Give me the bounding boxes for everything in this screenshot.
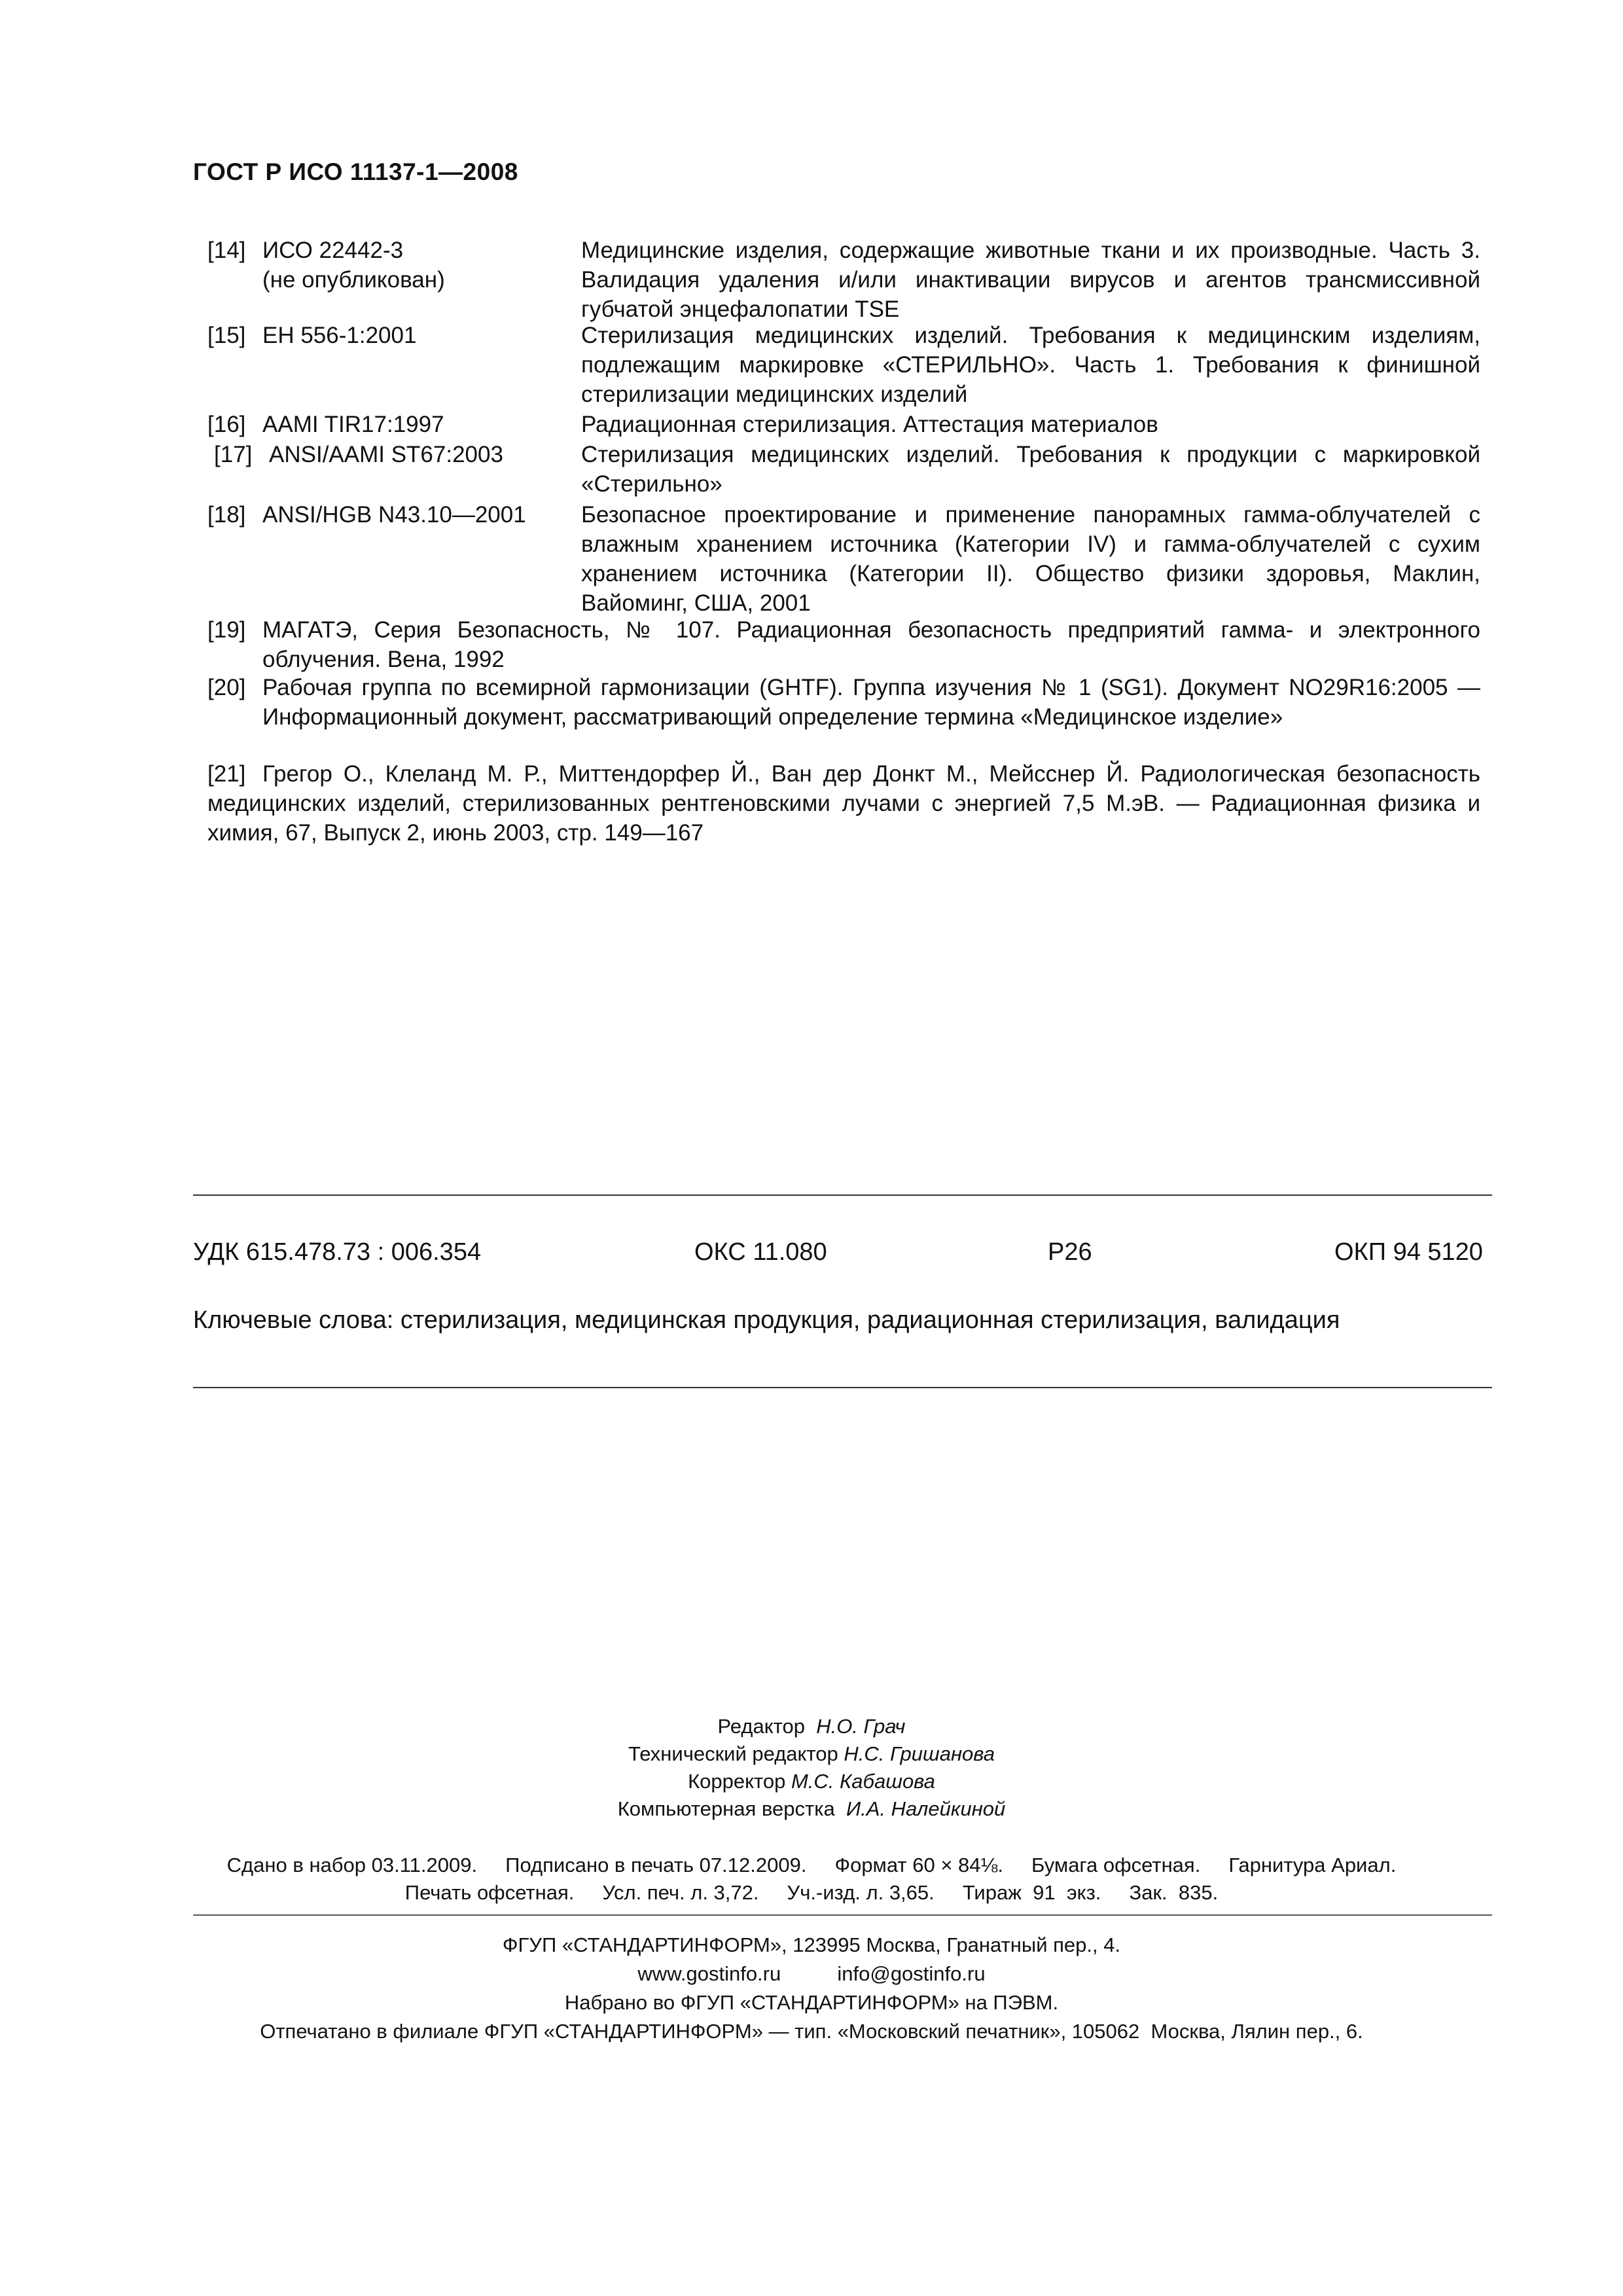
reference-standard-id: AAMI TIR17:1997 (262, 412, 444, 437)
reference-number: [18] (207, 502, 246, 528)
print-details-line: Печать офсетная. Усл. печ. л. 3,72. Уч.-изд. л. 3,65. Тираж 91 экз. Зак. 835. (404, 1881, 1219, 1904)
reference-description: Стерилизация медицинских изделий. Требования к медицинским изделиям, подлежащим маркировке «СТЕРИЛЬНО». Часть 1. Требования к финишной стерилизации медицинских изделий (581, 323, 1480, 407)
divider-line (193, 1194, 1492, 1196)
credit-name: И.А. Налейкиной (846, 1797, 1006, 1820)
reference-number: [19] (207, 617, 246, 643)
reference-number: [20] (207, 675, 246, 700)
reference-standard-id: ANSI/AAMI ST67:2003 (269, 442, 503, 467)
reference-description: Стерилизация медицинских изделий. Требования к продукции с маркировкой «Стерильно» (581, 442, 1480, 497)
udk-code: УДК 615.478.73 : 006.354 (193, 1238, 482, 1266)
printing-line: Отпечатано в филиале ФГУП «СТАНДАРТИНФОРМ» — тип. «Московский печатник», 105062 Москва, Лялин пер., 6. (260, 2020, 1363, 2043)
credit-role: Технический редактор (628, 1742, 838, 1765)
credit-role: Компьютерная верстка (617, 1797, 835, 1820)
publisher-contacts: www.gostinfo.ru info@gostinfo.ru (637, 1962, 986, 1985)
credit-name: М.С. Кабашова (791, 1770, 935, 1793)
reference-standard-id: ЕН 556-1:2001 (262, 323, 417, 348)
reference-number: [15] (207, 323, 246, 348)
credit-line (0, 1742, 1623, 1766)
typesetting-line: Набрано во ФГУП «СТАНДАРТИНФОРМ» на ПЭВМ. (564, 1991, 1059, 2014)
reference-text: Грегор О., Клеланд М. Р., Миттендорфер Й., Ван дер Донкт М., Мейсснер Й. Радиологическая безопасность медицинских изделий, стерилизованных рентгеновскими лучами с энергией 7,5 М.эВ. — Радиационная физика и химия, 67, Выпуск 2, июнь 2003, стр. 149—167 (207, 761, 1480, 846)
credit-line (0, 1770, 1623, 1793)
oks-code: ОКС 11.080 (694, 1238, 827, 1266)
credit-line (0, 1797, 1623, 1821)
credit-role: Корректор (688, 1770, 786, 1793)
divider-line (193, 1914, 1492, 1916)
print-details-line: Сдано в набор 03.11.2009. Подписано в печать 07.12.2009. Формат 60 × 84⅛. Бумага офсетная. Гарнитура Ариал. (226, 1854, 1397, 1876)
reference-description: Безопасное проектирование и применение панорамных гамма-облучателей с влажным хранением источника (Категории IV) и гамма-облучателей с сухим хранением источника (Категории II). Общество физики здоровья, Маклин, Вайоминг, США, 2001 (581, 502, 1480, 616)
reference-number: [17] (214, 442, 253, 467)
reference-description: Медицинские изделия, содержащие животные ткани и их производные. Часть 3. Валидация удаления и/или инактивации вирусов и агентов трансмиссивной губчатой энцефалопатии TSE (581, 238, 1480, 322)
reference-number: [16] (207, 412, 246, 437)
credit-name: Н.С. Гришанова (844, 1742, 995, 1765)
publisher-line: ФГУП «СТАНДАРТИНФОРМ», 123995 Москва, Гранатный пер., 4. (502, 1933, 1121, 1956)
reference-standard-id: ИСО 22442-3 (не опубликован) (262, 238, 445, 293)
reference-text: Рабочая группа по всемирной гармонизации (GHTF). Группа изучения № 1 (SG1). Документ NO29R16:2005 — Информационный документ, рассматривающий определение термина «Медицинское изделие» (262, 675, 1480, 730)
reference-standard-id: ANSI/HGB N43.10—2001 (262, 502, 526, 528)
credit-line (0, 1715, 1623, 1738)
okp-code: ОКП 94 5120 (1334, 1238, 1483, 1266)
credit-role: Редактор (717, 1715, 805, 1738)
reference-description: Радиационная стерилизация. Аттестация материалов (581, 412, 1158, 437)
divider-line (193, 1387, 1492, 1388)
reference-text: МАГАТЭ, Серия Безопасность, № 107. Радиационная безопасность предприятий гамма- и электронного облучения. Вена, 1992 (262, 617, 1480, 672)
keywords: Ключевые слова: стерилизация, медицинская продукция, радиационная стерилизация, валидация (193, 1306, 1340, 1334)
reference-number: [21] (207, 761, 246, 787)
document-header: ГОСТ Р ИСО 11137-1—2008 (193, 158, 518, 185)
reference-number: [14] (207, 238, 246, 263)
credit-name: Н.О. Грач (816, 1715, 906, 1738)
category-code: Р26 (1048, 1238, 1092, 1266)
